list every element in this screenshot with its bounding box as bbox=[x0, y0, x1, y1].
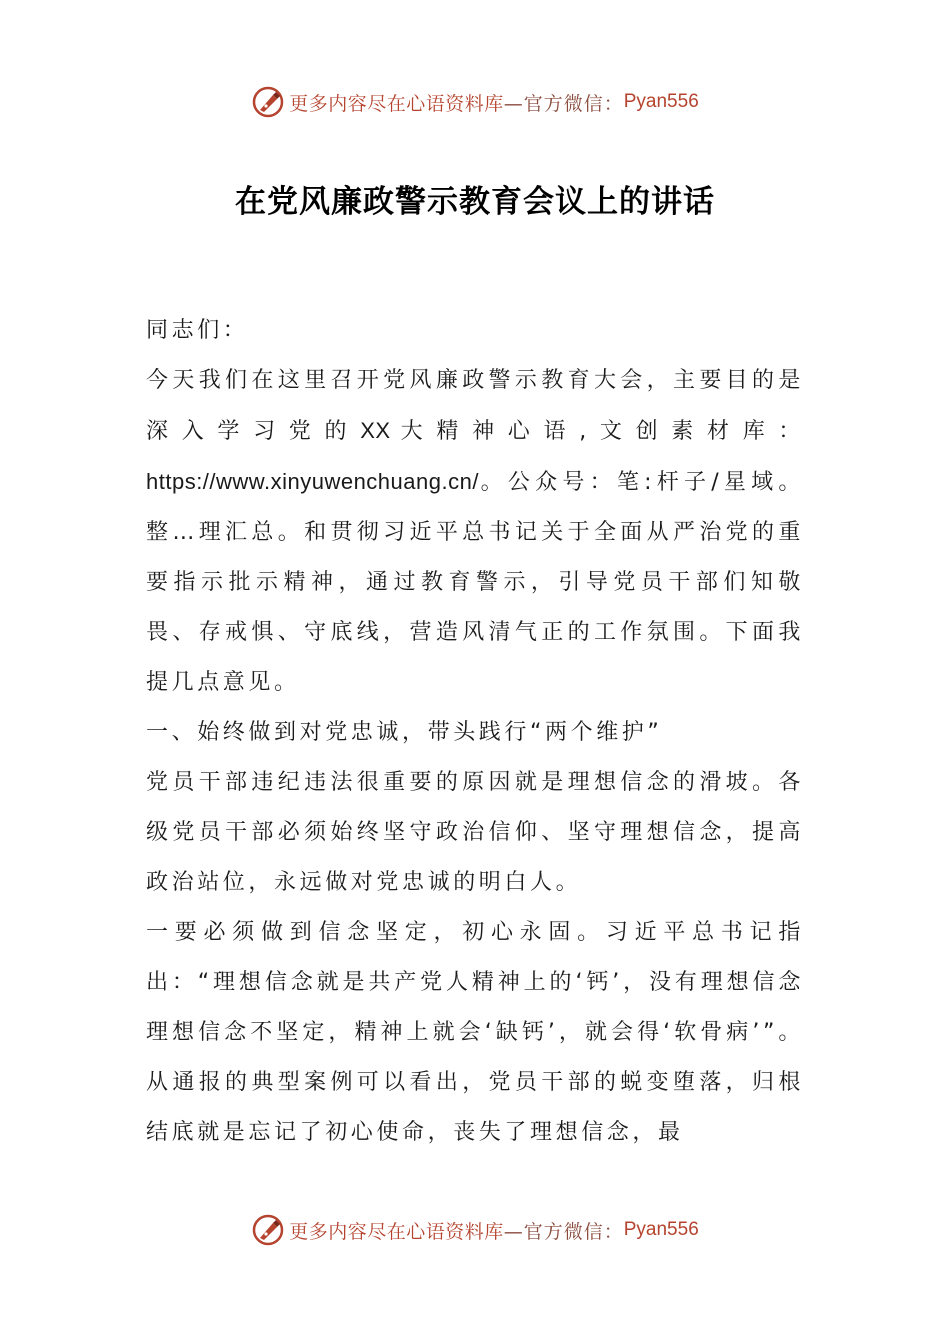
paragraph-text: 大精神心语,文创素材库： bbox=[390, 419, 804, 444]
footer-banner bbox=[0, 1210, 950, 1250]
header-banner bbox=[0, 82, 950, 122]
section-heading: 一、始终做到对党忠诚，带头践行“两个维护” bbox=[146, 720, 663, 745]
document-body bbox=[146, 306, 804, 1158]
salutation: 同志们： bbox=[146, 318, 249, 343]
banner-contact-label: —官方微信： bbox=[503, 92, 624, 115]
paragraph: 一要必须做到信念坚定，初心永固。习近平总书记指出：“理想信念就是共产党人精神上的‘钙’，没有理想信念理想信念不坚定，精神上就会‘缺钙’，就会得‘软骨病’”。从通报的典型案例可以看出，党员干部的蜕变堕落，归根结底就是忘记了初心使命，丧失了理想信念，最 bbox=[146, 920, 804, 1145]
paragraph-text: 。公众号：笔:杆子/星域。整…理汇总。和贯彻习近平总书记关于全面从严治党的重要指示批示精神，通过教育警示，引导党员干部们知敬畏、存戒惧、守底线，营造风清气正的工作氛围。下面我提几点意见。 bbox=[146, 470, 804, 695]
banner-contact-label: —官方微信： bbox=[503, 1220, 624, 1243]
paragraph-xx: XX bbox=[360, 418, 391, 443]
document-title: 在党风廉政警示教育会议上的讲话 bbox=[235, 184, 715, 220]
banner-wechat-id: Pyan556 bbox=[623, 91, 699, 112]
paragraph: 党员干部违纪违法很重要的原因就是理想信念的滑坡。各级党员干部必须始终坚守政治信仰、坚守理想信念，提高政治站位，永远做对党忠诚的明白人。 bbox=[146, 770, 804, 895]
banner-text: 更多内容尽在心语资料库 bbox=[289, 1220, 504, 1243]
paragraph bbox=[146, 356, 804, 708]
pen-nib-logo-icon bbox=[251, 1213, 285, 1247]
paragraph-text: 今天我们在这里召开党风廉政警示教育大会，主要目的是深入学习党的 bbox=[146, 368, 804, 444]
banner-wechat-id: Pyan556 bbox=[623, 1219, 699, 1240]
pen-nib-logo-icon bbox=[251, 85, 285, 119]
banner-text: 更多内容尽在心语资料库 bbox=[289, 92, 504, 115]
website-link[interactable]: https://www.xinyuwenchuang.cn/ bbox=[146, 469, 479, 494]
